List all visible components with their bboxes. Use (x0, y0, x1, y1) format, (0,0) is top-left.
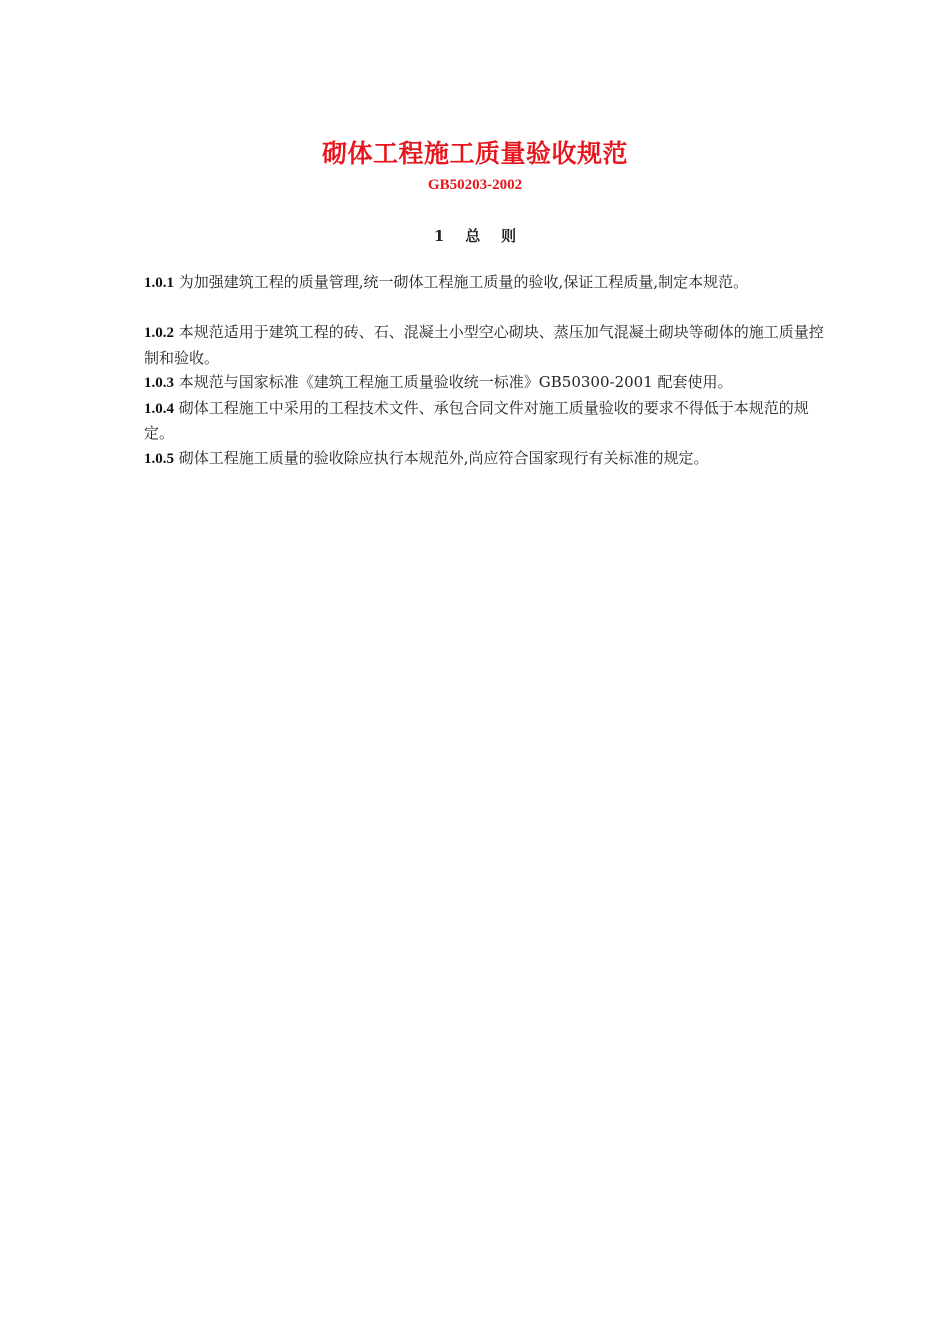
clause-1-0-4 (144, 396, 824, 446)
clause-number: 1.0.3 (144, 375, 174, 391)
clause-text: 砌体工程施工中采用的工程技术文件、承包合同文件对施工质量验收的要求不得低于本规范的规定。 (144, 398, 809, 442)
clause-number: 1.0.5 (144, 450, 174, 467)
clause-text: 为加强建筑工程的质量管理,统一砌体工程施工质量的验收,保证工程质量,制定本规范。 (178, 273, 749, 291)
clause-number: 1.0.2 (144, 325, 174, 341)
clause-text: 本规范适用于建筑工程的砖、石、混凝土小型空心砌块、蒸压加气混凝土砌块等砌体的施工质量控制和验收。 (144, 323, 824, 367)
standard-code: GB50203-2002 (427, 177, 523, 193)
clause-1-0-5 (144, 446, 824, 472)
document-title: 砌体工程施工质量验收规范 (321, 139, 628, 168)
clause-1-0-3 (144, 370, 824, 396)
clause-text: 砌体工程施工质量的验收除应执行本规范外,尚应符合国家现行有关标准的规定。 (178, 448, 709, 467)
clause-number: 1.0.1 (144, 275, 174, 291)
clause-list (144, 270, 824, 471)
clause-1-0-2 (144, 320, 824, 370)
clause-text: 本规范与国家标准《建筑工程施工质量验收统一标准》GB50300-2001 配套使用。 (178, 373, 733, 391)
clause-1-0-1 (144, 270, 824, 296)
clause-number: 1.0.4 (144, 400, 174, 417)
chapter-heading: 1 总 则 (433, 227, 517, 245)
